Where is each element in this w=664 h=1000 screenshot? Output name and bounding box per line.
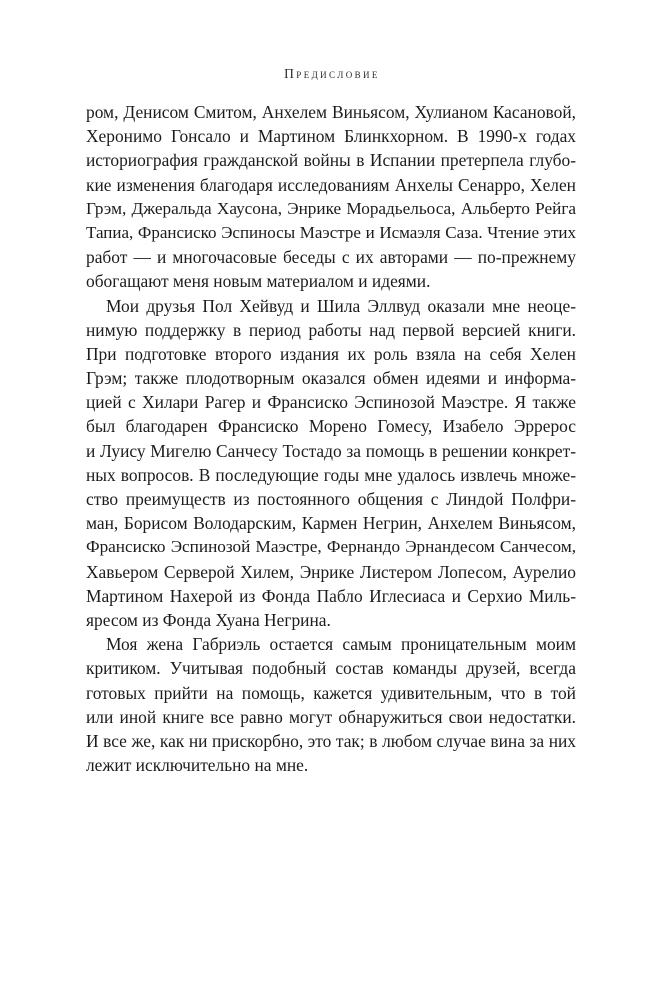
text-line: И все же, как ни прискорбно, это так; в любом случае вина за них	[86, 730, 576, 751]
text-line: работ — и многочасовые беседы с их авторами — по-прежнему	[86, 247, 576, 268]
text-line: Мартином Нахерой из Фонда Пабло Иглесиаса и Серхио Миль-	[86, 585, 576, 606]
text-line: обогащают меня новым материалом и идеями.	[86, 271, 431, 292]
text-line: Грэм, Джеральда Хаусона, Энрике Морадьельоса, Альберто Рейга	[86, 198, 576, 218]
body-text	[86, 100, 576, 777]
running-head: Предисловие	[284, 66, 380, 81]
text-line: лежит исключительно на мне.	[86, 755, 309, 776]
paragraph-3	[86, 632, 576, 777]
text-line: и Луису Мигелю Санчесу Тостадо за помощь в решении конкрет-	[86, 440, 576, 461]
text-line: ство преимуществ из постоянного общения с Линдой Полфри-	[86, 489, 576, 509]
text-line: ром, Денисом Смитом, Анхелем Виньясом, Хулианом Касановой,	[86, 102, 576, 122]
paragraph-1	[86, 100, 576, 294]
text-line: историография гражданской войны в Испании претерпела глубо-	[86, 150, 576, 171]
text-line: Грэм; также плодотворным оказался обмен идеями и информа-	[86, 368, 576, 389]
text-line: нимую поддержку в период работы над первой версией книги.	[86, 319, 576, 340]
text-line: или иной книге все равно могут обнаружиться свои недостатки.	[86, 706, 576, 727]
text-line: цией с Хилари Рагер и Франсиско Эспинозой Маэстре. Я также	[86, 392, 576, 413]
text-line: ман, Борисом Володарским, Кармен Негрин, Анхелем Виньясом,	[86, 513, 576, 534]
paragraph-2	[86, 294, 576, 633]
text-line: Франсиско Эспинозой Маэстре, Фернандо Эрнандесом Санчесом,	[86, 537, 576, 557]
text-line: кие изменения благодаря исследованиям Анхелы Сенарро, Хелен	[86, 174, 576, 195]
text-line: Тапиа, Франсиско Эспиносы Маэстре и Исмаэля Саза. Чтение этих	[86, 222, 576, 242]
text-line: критиком. Учитывая подобный состав команды друзей, всегда	[86, 658, 576, 679]
text-line: был благодарен Франсиско Морено Гомесу, Изабело Эррерос	[86, 416, 576, 437]
text-line: Хавьером Серверой Хилем, Энрике Листером Лопесом, Аурелио	[86, 561, 576, 582]
text-line: При подготовке второго издания их роль взяла на себя Хелен	[86, 343, 576, 364]
text-line: Херонимо Гонсало и Мартином Блинкхорном. В 1990-х годах	[86, 126, 576, 147]
text-line: Моя жена Габриэль остается самым проницательным моим	[106, 634, 576, 655]
text-line: Мои друзья Пол Хейвуд и Шила Эллвуд оказали мне неоце-	[106, 295, 576, 316]
text-line: яресом из Фонда Хуана Негрина.	[86, 609, 331, 630]
text-line: ных вопросов. В последующие годы мне удалось извлечь множе-	[86, 464, 576, 485]
text-line: готовых прийти на помощь, кажется удивительным, что в той	[86, 682, 576, 703]
